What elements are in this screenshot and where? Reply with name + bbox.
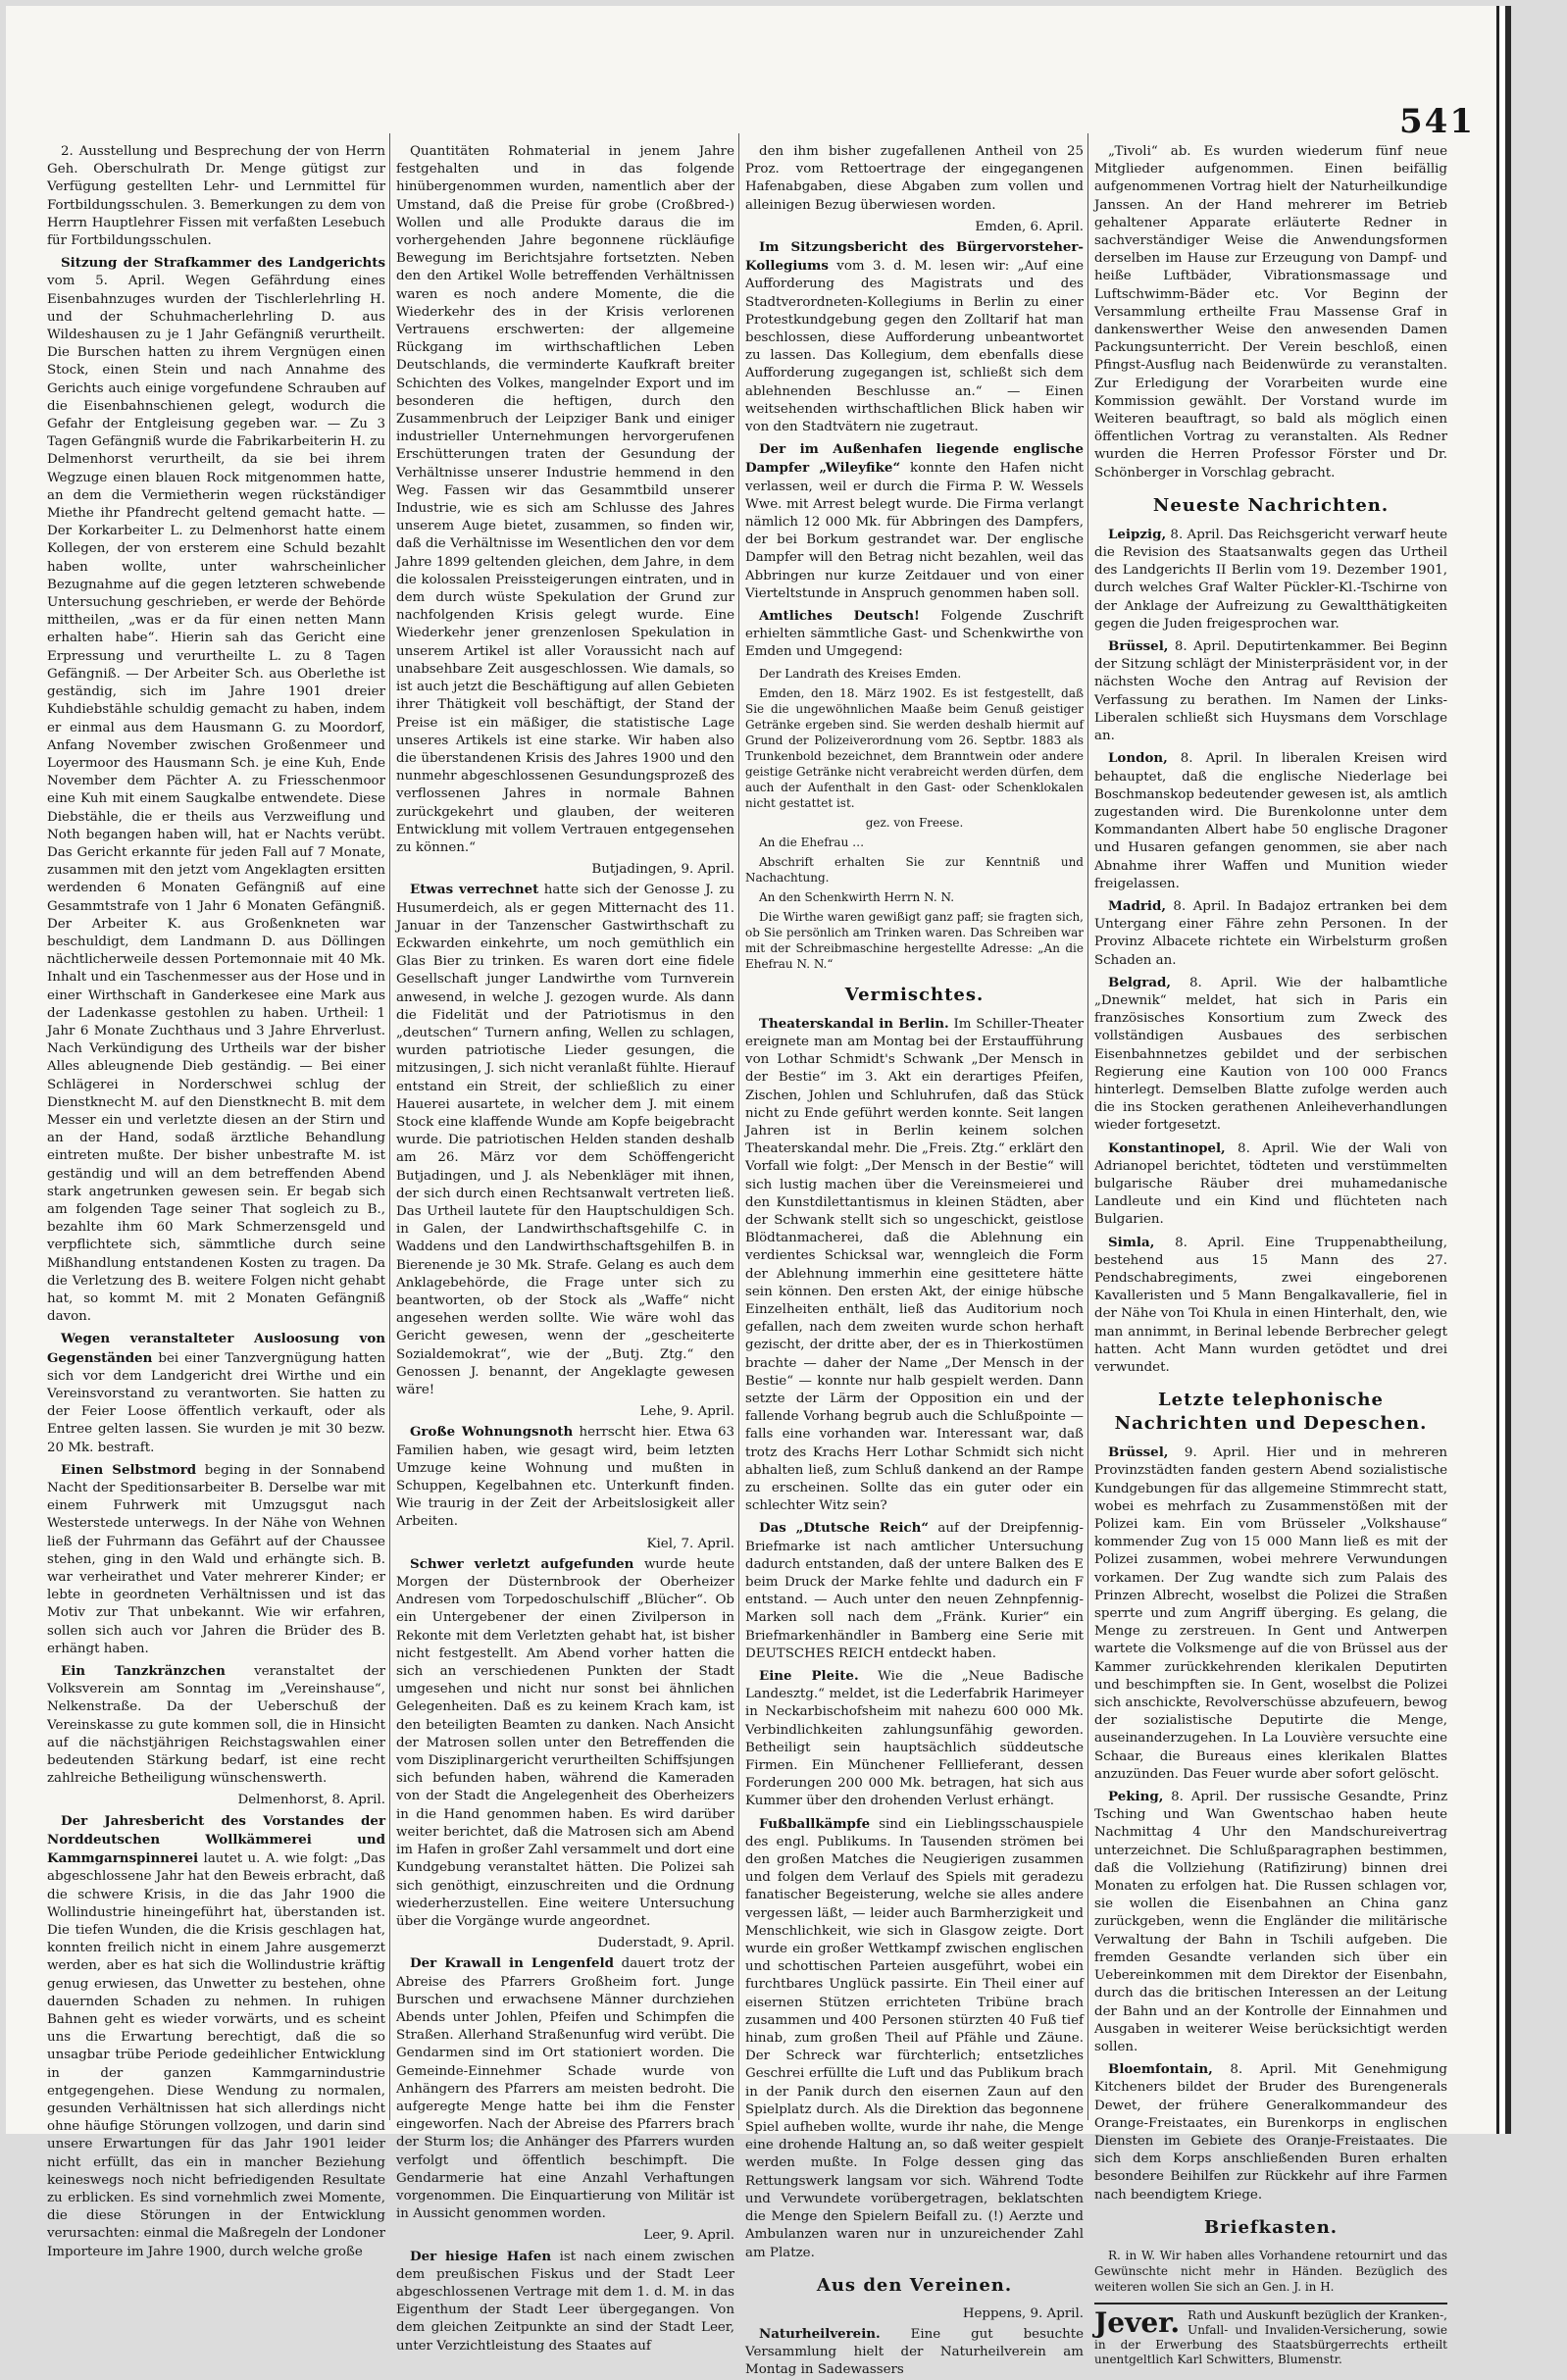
article-lead: Der Jahresbericht des Vorstandes der Norddeutschen Wollkämmerei und Kammgarnspinnerei xyxy=(47,1812,385,1867)
article-text: konnte den Hafen nicht verlassen, weil er durch die Firma P. W. Wessels Wwe. mit Arrest belegt wurde. Die Firma verlangt nämlich 12 000 Mk. für Abbringen des Dampfers, der bei Borkum gestrandet war. Der englische Dampfer will den Betrag nicht bezahlen, weil das Abbringen nur kurze Zeitdauer und von einer Vierteltstunde in Anspruch genommen haben soll. xyxy=(745,461,1084,601)
article-lead: Schwer verletzt aufgefunden xyxy=(410,1555,634,1572)
article-text: Quantitäten Rohmaterial in jenem Jahre festgehalten und in das folgende hinübergenommen wurden, namentlich aber der Umstand, daß die Preise für grobe (Croßbred-) Wollen und alle Produkte daraus die im vorhergehenden Jahre begonnene rückläufige Bewegung im Berichtsjahre fortsetzten. Neben den den Artikel Wolle betreffenden Verhältnissen waren es noch andere Momente, die die Wiederkehr des in der Krisis verlorenen Vertrauens erschwerten: der allgemeine Rückgang im wirthschaftlichen Leben Deutschlands, die verminderte Kaufkraft breiter Schichten des Volkes, mangelnder Export und im besonderen die heftigen, durch den Zusammenbruch der Leipziger Bank und einiger industrieller Unternehmungen hervorgerufenen Erschütterungen traten der Gesundung der Verhältnisse unserer Industrie hemmend in den Weg. Fassen wir das Gesammtbild unserer Industrie, wie es sich am Schlusse des Jahres unserem Auge bietet, zusammen, so finden wir, daß die Verhältnisse im Wesentlichen den vor dem Jahre 1899 geltenden gleichen, dem Jahre, in dem die kolossalen Preissteigerungen eintraten, und in dem durch wüste Spekulation der Grund zur nachfolgenden Krisis gelegt wurde. Eine Wiederkehr jener grenzenlosen Spekulation in unserem Artikel ist aller Voraussicht nach auf unabsehbare Zeit ausgeschlossen. Wie damals, so ist auch jetzt die Beschäftigung auf allen Gebieten ihrer Thätigkeit voll beschäftigt, der Stand der Preise ist ein mäßiger, die statistische Lage unseres Artikels ist eine starke. Wir haben also die überstandenen Krisis des Jahres 1900 und den nunmehr abgeschlossenen Gesundungsprozeß des verflossenen Jahres in normale Bahnen zurückgekehrt und glauben, der weiteren Entwicklung mit vollem Vertrauen entgegensehen zu können.“ xyxy=(396,144,734,855)
article-text: vom 5. April. Wegen Gefährdung eines Eisenbahnzuges wurden der Tischlerlehrling H. und der Schuhmacherlehrling D. aus Wildeshausen zu je 1 Jahr Gefängniß verurtheilt. Die Burschen hatten zu ihrem Vergnügen einen Stock, einen Stein und nach Annahme des Gerichts auch einige vorgefundene Schrauben auf die Eisenbahnschienen gelegt, wodurch die Gefahr der Entgleisung gegeben war. — Zu 3 Tagen Gefängniß wurde die Fabrikarbeiterin H. zu Delmenhorst verurtheilt, da sie bei ihrem Wegzuge einen blauen Rock mitgenommen hatte, an dem die Vermietherin wegen rückständiger Miethe ihr Pfandrecht geltend gemacht hatte. — Der Korkarbeiter L. zu Delmenhorst hatte einem Kollegen, der von ersterem eine Schuld bezahlt haben wollte, unter wahrscheinlicher Bezugnahme auf die gegen letzteren schwebende Untersuchung geschrieben, er werde der Behörde mittheilen, „was er da für einen netten Mann erhalten habe“. Hierin sah das Gericht eine Erpressung und verurtheilte L. zu 8 Tagen Gefängniß. — Der Arbeiter Sch. aus Oberlethe ist geständig, sich im Jahre 1901 dreier Kuhdiebstähle schuldig gemacht zu haben, indem er einmal aus dem Hausmann G. zu Moordorf, Anfang November zwischen Großenmeer und Loyermoor des Hausmann Sch. je eine Kuh, Ende November dem Pächter A. zu Friesschenmoor eine Kuh mit einem Saugkalbe entwendete. Diese Diebstähle, die er theils aus Verzweiflung und Noth begangen haben will, hat er Nachts verübt. Das Gericht erkannte für jeden Fall auf 7 Monate, zusammen mit den jetzt vom Angeklagten ersitten werdenden 6 Monaten Gefängniß auf eine Gesammtstrafe von 1 Jahr 6 Monaten Gefängniß. Der Arbeiter K. aus Großenkneten war beschuldigt, dem Landmann D. aus Döllingen nächtlicherweile dessen Portemonnaie mit 40 Mk. Inhalt und ein Taschenmesser aus der Hose und in einer Wirthschaft in Ganderkesee eine Mark aus der Ladenkasse gestohlen zu haben. Urtheil: 1 Jahr 6 Monate Zuchthaus und 3 Jahre Ehrverlust. Nach Verkündigung des Urtheils war der bisher Alles ableugnende Dieb geständig. — Bei einer Schlägerei in Norderschwei schlug der Dienstknecht M. auf den Dienstknecht B. mit dem Messer ein und verletzte diesen an der Stirn und an der Hand, sodaß ärztliche Behandlung eintreten mußte. Der bisher unbestrafte M. ist geständig und will an dem betreffenden Abend stark angetrunken gewesen sein. Er begab sich am folgenden Tage seiner That sogleich zu B., bezahlte ihm 60 Mark Schmerzensgeld und verpflichtete sich, sämmtliche durch seine Mißhandlung entstandenen Kosten zu tragen. Da die Verletzung des B. weitere Folgen nicht gehabt hat, so kommt M. mit 2 Monaten Gefängniß davon. xyxy=(47,274,385,1325)
article-text: Im Schiller-Theater ereignete man am Montag bei der Erstaufführung von Lothar Schmidt's Schwank „Der Mensch in der Bestie“ im 3. Akt ein derartiges Pfeifen, Zischen, Johlen und Schluhrufen, daß das Stück nicht zu Ende geführt werden konnte. Seit langen Jahren ist in Berlin keinem solchen Theaterskandal mehr. Die „Freis. Ztg.“ erklärt den Vorfall wie folgt: „Der Mensch in der Bestie“ will sich lustig machen über die Vereinsmeierei und den Kunstdilettantismus in kleinen Städten, aber der Schwank stellt sich so ungeschickt, geistlose Blödtanmacherei, daß die Ablehnung ein verdientes Schicksal war, wenngleich die Form der Ablehnung immerhin eine gesittetere hätte sein können. Den ersten Akt, der einige hübsche Einzelheiten enthält, ließ das Auditorium noch gefallen, nach dem zweiten wurde schon herhaft gezischt, der dritte aber, der es in Thierkostümen brachte — daher der Name „Der Mensch in der Bestie“ — konnte nur halb gespielt werden. Dann setzte der Lärm der Opposition ein und der fallende Vorhang begrub auch die Schlußpointe — falls eine vorhanden war. Interessant war, daß trotz des Krachs Herr Lothar Schmidt sich nicht abhalten ließ, zum Schluß dankend an der Rampe zu erscheinen. Sollte das ein guter oder ein schlechter Witz sein? xyxy=(745,1016,1084,1514)
article-paragraph xyxy=(745,1815,1084,2262)
quoted-text: Der Landrath des Kreises Emden. xyxy=(759,666,962,681)
article-text: 2. Ausstellung und Besprechung der von Herrn Geh. Oberschulrath Dr. Menge gütigst zur Verfügung gestellten Lehr- und Lernmittel für Fortbildungsschulen. 3. Bemerkungen zu dem von Herrn Hauptlehrer Fissen mit verfaßten Lesebuch für Fortbildungsschulen. xyxy=(47,144,385,249)
article-lead: Naturheilverein. xyxy=(759,2325,881,2342)
article-lead: Peking, xyxy=(1108,1789,1164,1805)
article-text: ist nach einem zwischen dem preußischen Fiskus und der Stadt Leer abgeschlossenen Vertrage mit dem 1. d. M. in das Eigenthum der Stadt Leer übergegangen. Von dem gleichen Zeitpunkte an sind der Stadt Leer, unter Verzichtleistung des Staates auf xyxy=(396,2249,734,2354)
article-paragraph xyxy=(47,1812,385,2261)
article-text: 8. April. In Badajoz ertranken bei dem Untergang einer Fähre zehn Personen. In der Provinz Albacete richtete ein Wirbelsturm großen Schaden an. xyxy=(1094,898,1447,968)
article-text: beging in der Sonnabend Nacht der Speditionsarbeiter B. Derselbe war mit einem Fuhrwerk mit Umzugsgut nach Westerstede unterwegs. In der Nähe von Wehnen ließ der Fuhrmann das Gefährt auf der Chaussee stehen, ging in den Wald und erhängte sich. B. war verheirathet und Vater mehrerer Kinder; er lebte in geordneten Verhältnissen und ist das Motiv zur That unbekannt. Wie wir erfahren, sollen sich auch vor Jahren die Brüder des B. erhängt haben. xyxy=(47,1462,385,1656)
dateline: Lehe, 9. April. xyxy=(639,1404,734,1420)
section-heading: Briefkasten. xyxy=(1203,2216,1339,2238)
article-text: 8. April. Eine Truppenabtheilung, bestehend aus 15 Mann des 27. Pendschabregiments, zwei eingeborenen Kavalleristen und 5 Mann Bengalkavallerie, fiel in der Nähe von Toi Khula in einen Hinterhalt, den, wie man annimmt, in Berinal lebende Berbrecher gelegt hatten. Acht Mann wurden getödtet und drei verwundet. xyxy=(1094,1235,1447,1375)
article-paragraph xyxy=(47,143,385,250)
article-paragraph xyxy=(47,1662,385,1788)
article-paragraph xyxy=(1094,897,1447,970)
article-lead: Der im Außenhafen liegende englische Dampfer „Wileyfike“ xyxy=(745,441,1084,477)
article-text: Eine gut besuchte Versammlung hielt der Naturheilverein am Montag in Sadewassers xyxy=(745,2326,1084,2378)
dateline: Duderstadt, 9. April. xyxy=(597,1936,734,1951)
article-lead: Simla, xyxy=(1108,1234,1155,1250)
article-text: hatte sich der Genosse J. zu Husumerdeich, als er gegen Mitternacht des 11. Januar in der Tanzenscher Gastwirthschaft zu Eckwarden einkehrte, um noch gemüthlich ein Glas Bier zu trinken. Es waren dort eine fidele Gesellschaft junger Landwirthe vom Turnverein anwesend, in welche J. gezogen wurde. Als dann die Fidelität und der Patriotismus in den „deutschen“ Turnern anfing, Wellen zu schlagen, wurden patriotische Lieder gesungen, die mitzusingen, J. sich nicht veranlaßt fühlte. Hierauf entstand ein Streit, der schließlich zu einer Hauerei ausartete, in welcher dem J. mit einem Stock eine klaffende Wunde am Kopfe beigebracht wurde. Die patriotischen Helden standen deshalb am 26. März vor dem Schöffengericht Butjadingen, und J. als Nebenkläger mit ihnen, der sich durch einen Rechtsanwalt vertreten ließ. Das Urtheil lautete für den Hauptschuldigen Sch. in Galen, der Landwirthschaftsgehilfe C. in Waddens und den Landwirthschaftsgehilfen B. in Bierenende je 30 Mk. Strafe. Gelang es auch dem Anklagebehörde, die Frage unter sich zu beantworten, ob der Stock als „Waffe“ nicht angesehen werden sollte. Wie wäre wohl das Gericht gewesen, wenn der „gescheiterte Sozialdemokrat“, wie der „Butj. Ztg.“ den Genossen J. benannt, der Angeklagte gewesen wäre! xyxy=(396,883,734,1398)
article-lead: Große Wohnungsnoth xyxy=(410,1424,574,1441)
article-paragraph xyxy=(745,607,1084,662)
section-heading: Vermischtes. xyxy=(844,984,985,1005)
article-lead: Konstantinopel, xyxy=(1108,1139,1226,1156)
article-lead: Amtliches Deutsch! xyxy=(759,608,920,625)
article-lead: Sitzung der Strafkammer des Landgerichts xyxy=(61,255,385,272)
article-paragraph xyxy=(396,143,734,857)
article-paragraph xyxy=(396,1555,734,1931)
article-text: auf der Dreipfennig-Briefmarke ist nach amtlicher Untersuchung dadurch entstanden, daß der untere Balken des E beim Druck der Marke fehlte und dadurch ein F entstand. — Auch unter den neuen Zehnpfennig-Marken soll nach dem „Fränk. Kurier“ ein Briefmarkenhändler in Bamberg eine Serie mit DEUTSCHES REICH entdeckt haben. xyxy=(745,1521,1084,1661)
article-text: den ihm bisher zugefallenen Antheil von 25 Proz. vom Rettoertrage der eingegangenen Hafenabgaben, diese Abgaben zum vollen und alleinigen Bezug überwiesen worden. xyxy=(745,144,1084,213)
quoted-text: Die Wirthe waren gewißigt ganz paff; sie fragten sich, ob Sie persönlich am Trinken waren. Das Schreiben war mit der Schreibmaschine hergestellte Adresse: „An die Ehefrau N. N.“ xyxy=(745,909,1084,971)
article-paragraph xyxy=(47,1461,385,1658)
article-text: herrscht hier. Etwa 63 Familien haben, wie gesagt wird, beim letzten Umzuge keine Wohnung und mußten in Schuppen, Kegelbahnen etc. Unterkunft finden. Wie traurig in der Zeit der Arbeitslosigkeit aller Arbeiten. xyxy=(396,1425,734,1530)
section-heading: Neueste Nachrichten. xyxy=(1152,494,1390,516)
dateline: Delmenhorst, 8. April. xyxy=(237,1793,385,1808)
ad-text: Rath und Auskunft bezüglich der Kranken-, Unfall- und Invaliden-Versicherung, sowie in der Erwerbung des Staatsbürgerrechts ertheilt unentgeltlich Karl Schwitters, Blumenstr. xyxy=(1094,2307,1447,2366)
article-paragraph xyxy=(396,2248,734,2355)
column-rule xyxy=(1087,133,1088,2120)
article-paragraph xyxy=(1094,1788,1447,2056)
article-paragraph xyxy=(745,2325,1084,2380)
article-lead: Theaterskandal in Berlin. xyxy=(759,1015,949,1032)
dateline: Leer, 9. April. xyxy=(643,2228,734,2244)
article-lead: Ein Tanzkränzchen xyxy=(61,1663,226,1680)
article-text: 8. April. In liberalen Kreisen wird behauptet, daß die englische Niederlage bei Boschmanskop bedeutender gewesen ist, als amtlich zugestanden wird. Die Burenkolonne unter dem Kommandanten Albert habe 50 englische Dragoner und Husaren gefangen genommen, sie aber nach Abnahme ihrer Waffen und Munition wieder freigelassen. xyxy=(1094,751,1447,891)
article-lead: Leipzig, xyxy=(1108,526,1167,542)
article-paragraph xyxy=(1094,1234,1447,1378)
article-text: dauert trotz der Abreise des Pfarrers Großheim fort. Junge Burschen und erwachsene Männer durchziehen Abends unter Johlen, Pfeifen und Schimpfen die Straßen. Allerhand Straßenunfug wird verübt. Die Gendarmen sind im Ort stationiert worden. Die Gemeinde-Einnehmer Schade wurde von Anhängern des Pfarrers am meisten bedroht. Die aufgeregte Menge hatte bei ihm die Fenster eingeworfen. Nach der Abreise des Pfarrers brach der Sturm los; die Anhänger des Pfarrers wurden verfolgt und öffentlich beschimpft. Die Gendarmerie hat eine Anzahl Verhaftungen vorgenommen. Die Einquartierung von Militär ist in Aussicht genommen worden. xyxy=(396,1956,734,2222)
article-lead: Etwas verrechnet xyxy=(410,882,539,898)
article-lead: Wegen veranstalteter Ausloosung von Gegenständen xyxy=(47,1331,385,1366)
article-text: 9. April. Hier und in mehreren Provinzstädten fanden gestern Abend sozialistische Kundgebungen für das allgemeine Stimmrecht statt, wobei es mehrfach zu Zusammenstößen mit der Polizei kam. Ein vom Brüsseler „Volkshause“ kommender Zug von 15 000 Mann ließ es mit der Polizei zusammen, wobei mehrere Verwundungen vorkamen. Der Zug wandte sich zum Palais des Prinzen Albrecht, woselbst die Polizei die Straßen sperrte und zum Angriff überging. Es gelang, die Menge zu zerstreuen. In Gent und Antwerpen wartete die Volksmenge auf die von Brüssel aus der Kammer zurückkehrenden klerikalen Deputirten und beschimpften sie. In Gent, woselbst die Polizei sich anschickte, Revolverschüsse abzufeuern, bewog der sozialistische Deputirte die Menge, auseinanderzugehen. In La Louvière versuchte eine Schaar, die Bureaus eines klerikalen Blattes anzuzünden. Das Feuer wurde aber sofort gelöscht. xyxy=(1094,1445,1447,1782)
column-4-body xyxy=(1094,143,1447,2295)
article-paragraph xyxy=(47,254,385,1326)
article-paragraph xyxy=(745,1519,1084,1663)
section-heading: Aus den Vereinen. xyxy=(816,2274,1013,2296)
article-lead: Im Sitzungsbericht des Bürgervorsteher-Kollegiums xyxy=(745,239,1084,275)
article-text: 8. April. Der russische Gesandte, Prinz Tsching und Wan Gwentschao haben heute Nachmittag 4 Uhr den Mandschureivertrag unterzeichnet. Die Schlußparagraphen bestimmen, daß die Vollziehung (Ratifizirung) binnen drei Monaten zu erfolgen hat. Die Russen schlagen vor, sie wollen die Eisenbahnen an China ganz zurückgeben, wenn die Engländer die militärische Verwaltung der Bahn in Tschili aufgeben. Die fremden Gesandte verlanden sich über ein Uebereinkommen mit dem Direktor der Eisenbahn, durch das die britischen Interessen an der Leitung der Bahn und an der Kontrolle der Einnahmen und Ausgaben in weiterer Weise berücksichtigt werden sollen. xyxy=(1094,1790,1447,2054)
page-number: 541 xyxy=(1399,102,1475,141)
column-2 xyxy=(396,143,734,2354)
article-text: 8. April. Deputirtenkammer. Bei Beginn der Sitzung schlägt der Ministerpräsident vor, in der nächsten Woche den Antrag auf Revision der Verfassung zu berathen. Im Namen der Links-Liberalen schließt sich Huysmans dem Vorschlage an. xyxy=(1094,639,1447,744)
article-lead: Das „Dtutsche Reich“ xyxy=(759,1520,930,1537)
article-text: 8. April. Das Reichsgericht verwarf heute die Revision des Staatsanwalts gegen das Urtheil des Landgerichts II Berlin vom 19. Dezember 1901, durch welches Graf Walter Pückler-Kl.-Tschirne von der Anklage der Aufreizung zu Gewaltthätigkeiten gegen die Juden freigesprochen war. xyxy=(1094,527,1447,632)
ad-title: Jever. xyxy=(1094,2305,1181,2339)
quoted-text: Abschrift erhalten Sie zur Kenntniß und Nachachtung. xyxy=(745,854,1084,885)
article-lead: Brüssel, xyxy=(1108,638,1169,655)
article-lead: Der hiesige Hafen xyxy=(410,2248,552,2264)
article-text: veranstaltet der Volksverein am Sonntag im „Vereinshause“, Nelkenstraße. Da der Ueberschuß der Vereinskasse zu gute kommen soll, die in Hinsicht auf die nächstjährigen Reichstagswahlen einer bedeutenden Stärkung bedarf, ist eine recht zahlreiche Betheiligung wünschenswerth. xyxy=(47,1664,385,1787)
dateline: Emden, 6. April. xyxy=(975,219,1084,234)
advertisement xyxy=(1094,2303,1447,2367)
article-lead: Einen Selbstmord xyxy=(61,1461,197,1478)
article-lead: Belgrad, xyxy=(1108,974,1172,990)
article-paragraph xyxy=(1094,143,1447,482)
column-3 xyxy=(745,143,1085,2378)
article-text: Wie die „Neue Badische Landesztg.“ meldet, ist die Lederfabrik Harimeyer in Neckarbischofsheim mit nahezu 600 000 Mk. Verbindlichkeiten zahlungsunfähig geworden. Betheiligt sein hauptsächlich süddeutsche Firmen. Ein Münchener Felllieferant, dessen Forderungen 200 000 Mk. betragen, hat sich aus Kummer über den drohenden Verlust erhängt. xyxy=(745,1669,1085,1809)
article-lead: London, xyxy=(1108,750,1168,767)
article-lead: Brüssel, xyxy=(1108,1444,1169,1461)
article-lead: Eine Pleite. xyxy=(759,1668,859,1684)
article-lead: Bloemfontain, xyxy=(1108,2061,1213,2078)
column-1 xyxy=(47,143,385,2259)
article-text: lautet u. A. wie folgt: „Das abgeschlossene Jahr hat den Beweis erbracht, daß die schwere Krisis, in die das Jahr 1900 die Wollindustrie hineingeführt hat, überstanden ist. Die tiefen Wunden, die die Krisis geschlagen hat, konnten freilich nicht in einem Jahre ausgemerzt werden, aber es hat sich die Wollindustrie kräftig genug erwiesen, das Unwetter zu bestehen, ohne dauernden Schaden zu nehmen. In ruhigen Bahnen geht es wieder vorwärts, und es scheint uns die Erwartung berechtigt, daß die so unsagbar trübe Periode gedeihlicher Entwicklung in der ganzen Kammgarnindustrie entgegengehen. Diese Wendung zu normalen, gesunden Verhältnissen hat sich allerdings nicht ohne häufige Störungen vollzogen, und darin sind unsere Erwartungen für das Jahr 1901 leider nicht erfüllt, das ein in mancher Beziehung keineswegs noch nicht befriedigenden Resultate zu erblicken. Es sind vornehmlich zwei Momente, die diese Störungen in der Entwicklung verursachten: einmal die Maßregeln der Londoner Importeure im Jahre 1900, durch welche große xyxy=(47,1851,385,2259)
section-heading: Letzte telephonische Nachrichten und Depeschen. xyxy=(1114,1390,1428,1435)
article-paragraph xyxy=(745,440,1084,603)
article-lead: Fußballkämpfe xyxy=(759,1815,871,1832)
column-rule xyxy=(738,133,739,2120)
column-rule xyxy=(389,133,390,2120)
article-lead: Der Krawall in Lengenfeld xyxy=(410,1955,614,1972)
article-text: Folgende Zuschrift erhielten sämmtliche Gast- und Schenkwirthe von Emden und Umgegend: xyxy=(745,609,1084,660)
article-text: vom 3. d. M. lesen wir: „Auf eine Aufforderung des Magistrats und des Stadtverordneten-Kollegiums in Berlin zu einer Protestkundgebung gegen den Zolltarif hat man beschlossen, diese Aufforderung unbeantwortet zu lassen. Das Kollegium, dem ebenfalls diese Aufforderung zugegangen ist, schließt sich dem ablehnenden Beschlusse an.“ — Einen weitsehenden wirthschaftlichen Blick haben wir von den Stadtvätern nie zugetraut. xyxy=(745,259,1084,435)
dateline: Kiel, 7. April. xyxy=(646,1536,734,1551)
newspaper-page xyxy=(6,6,1499,2378)
dateline: Heppens, 9. April. xyxy=(962,2305,1084,2321)
article-paragraph xyxy=(745,1015,1084,1516)
article-paragraph xyxy=(396,1423,734,1531)
article-paragraph xyxy=(1094,526,1447,633)
article-paragraph xyxy=(396,1954,734,2223)
article-paragraph xyxy=(1094,749,1447,893)
article-paragraph xyxy=(1094,2060,1447,2204)
article-paragraph xyxy=(1094,637,1447,745)
article-text: „Tivoli“ ab. Es wurden wiederum fünf neue Mitglieder aufgenommen. Einen beifällig aufgenommenen Vortrag hielt der Naturheilkundige Janssen. An der Hand mehrerer im Betrieb gehaltener Apparate erläuterte Redner in sachverständiger Weise die Anwendungsformen derselben im Hause zur Erzeugung von Dampf- und heiße Luftbäder, Vibrationsmassage und Luftschwimm-Bäder etc. Vor Beginn der Versammlung ertheilte Frau Massense Graf in dankenswerther Weise den anwesenden Damen Packungsunterricht. Der Verein beschloß, einen Pfingst-Ausflug nach Beidenwürde zu veranstalten. Zur Erledigung der Vorarbeiten wurde eine Kommission gewählt. Der Vorstand wurde im Weiteren beauftragt, so bald als möglich einen öffentlichen Vortrag zu veranstalten. Als Redner wurden die Herren Professor Förster und Dr. Schönberger in Vorschlag gebracht. xyxy=(1094,144,1447,481)
quoted-text: An die Ehefrau … xyxy=(759,835,865,849)
article-text: sind ein Lieblingsschauspiele des engl. Publikums. In Tausenden strömen bei den großen Matches die Neugierigen zusammen und folgen dem Verlauf des Spiels mit geradezu fanatischer Begeisterung, welche sie alles andere vergessen läßt, — leider auch Barmherzigkeit und Menschlichkeit, wie sich in Glasgow zeigte. Dort wurde ein großer Wettkampf zwischen englischen und schottischen Parteien ausgeführt, wobei ein furchtbares Unglück passirte. Ein Theil einer auf eisernen Stützen errichteten Tribüne brach zusammen und 400 Personen stürzten 40 Fuß tief hinab, zum großen Theil auf Pfähle und Zäune. Der Schreck war fürchterlich; entsetzliches Geschrei erfüllte die Luft und das Publikum brach in der Panik durch den eisernen Zaun auf den Spielplatz durch. Als die Direktion das begonnene Spiel aufheben wollte, wurde ihr nahe, die Menge eine drohende Haltung an, so daß weiter gespielt werden mußte. In Folge dessen ging das Rettungswerk langsam vor sich. Während Todte und Verwundete vorübergetragen, beklatschten die Menge den Spielern Beifall zu. (!) Aerzte und Ambulanzen waren nur in unzureichender Zahl am Platze. xyxy=(745,1816,1084,2260)
article-paragraph xyxy=(1094,974,1447,1136)
article-paragraph xyxy=(47,1330,385,1456)
article-paragraph xyxy=(745,238,1084,436)
article-paragraph xyxy=(1094,1443,1447,1784)
article-text: wurde heute Morgen der Düsternbrook der Oberheizer Andresen vom Torpedoschulschiff „Blücher“. Ob ein Untergebener der einen Zivilperson in Rekonte mit dem Verletzten gehabt hat, ist bisher nicht festgestellt. Am Abend vorher hatten die sich an verschiedenen Punkten der Stadt umgesehen und nicht nur sonst bei ähnlichen Gelegenheiten. Daß es zu keinem Krach kam, ist den beteiligten Beamten zu danken. Nach Ansicht der Matrosen sollen unter den Betreffenden die vom Disziplinargericht verurtheilten Schiffsjungen sich befunden haben, während die Kameraden von der Stadt die Angelegenheit des Oberheizers in die Hand genommen haben. Es wird darüber weiter berichtet, daß die Matrosen sich am Abend im Hafen in großer Zahl versammelt und dort eine Kundgebung veranstaltet hätten. Die Polizei sah sich genöthigt, einzuschreiten und die Ordnung wiederherzustellen. Eine weitere Untersuchung über die Vorgänge wurde angeordnet. xyxy=(396,1556,734,1929)
article-lead: Madrid, xyxy=(1108,897,1167,914)
article-paragraph xyxy=(745,143,1084,215)
article-text: bei einer Tanzvergnügung hatten sich vor dem Landgericht drei Wirthe und ein Vereinsvorstand zu verantworten. Sie hatten zu der Feier Loose öffentlich verkauft, oder als Entree gelten lassen. Sie wurden je mit 30 bezw. 20 Mk. bestraft. xyxy=(47,1350,385,1455)
quoted-text: R. in W. Wir haben alles Vorhandene retournirt und das Gewünschte nicht mehr in Händen. Bezüglich des weiteren wollen Sie sich an Gen. J. in H. xyxy=(1094,2248,1447,2294)
quoted-text: Emden, den 18. März 1902. Es ist festgestellt, daß Sie die ungewöhnlichen Maaße beim Genuß geistiger Getränke ergeben sind. Sie werden deshalb hiermit auf Grund der Polizeiverordnung vom 26. Septbr. 1883 als Trunkenbold bezeichnet, dem Branntwein oder andere geistige Getränke nicht verabreicht werden dürfen, dem auch der Aufenthalt in den Gast- oder Schenklokalen nicht gestattet ist. xyxy=(745,685,1084,810)
signature-line: gez. von Freese. xyxy=(865,815,964,830)
article-paragraph xyxy=(745,1667,1084,1811)
article-text: 8. April. Wie der halbamtliche „Dnewnik“ meldet, hat sich in Paris ein französisches Konsortium zum Zweck des vollständigen Ausbaues des serbischen Eisenbahnnetzes gebildet und der serbischen Regierung eine Kaution von 100 000 Francs hinterlegt. Demselben Blatte zufolge werden auch die ins Stocken gerathenen Anleiheverhandlungen wieder fortgesetzt. xyxy=(1094,975,1447,1134)
article-paragraph xyxy=(1094,1139,1447,1230)
column-4 xyxy=(1094,143,1447,2366)
article-paragraph xyxy=(396,881,734,1399)
article-text: 8. April. Wie der Wali von Adrianopel berichtet, tödteten und verstümmelten bulgarische Räuber drei muhamedanische Landleute und ein Kind und flüchteten nach Bulgarien. xyxy=(1094,1140,1447,1228)
article-text: 8. April. Mit Genehmigung Kitcheners bildet der Bruder des Burengenerals Dewet, der frühere Generalkommandeur des Orange-Freistaates, ein Burenkorps in englischen Diensten im Gebiete des Oranje-Freistaates. Die sich dem Korps anschließenden Buren erhalten besondere Beihilfen zur Rückkehr auf ihre Farmen nach beendigtem Kriege. xyxy=(1094,2062,1447,2203)
quoted-text: An den Schenkwirth Herrn N. N. xyxy=(759,889,955,904)
dateline: Butjadingen, 9. April. xyxy=(591,862,734,878)
